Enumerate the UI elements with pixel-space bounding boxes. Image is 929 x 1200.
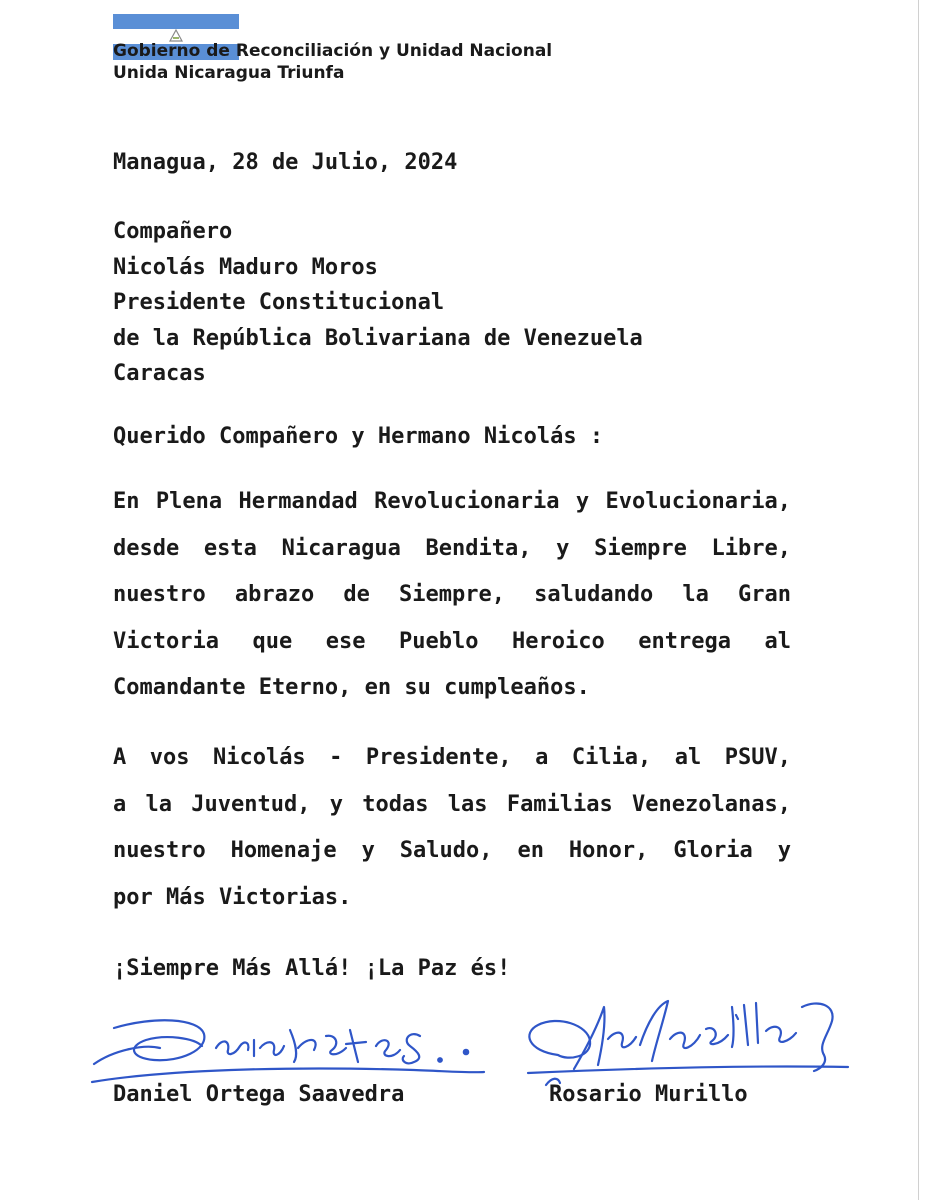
letter-date: Managua, 28 de Julio, 2024 [113, 150, 458, 175]
letter-paragraph-1 [113, 479, 791, 712]
letterhead-motto: Unida Nicaragua Triunfa [113, 63, 345, 83]
paragraph-line: En Plena Hermandad Revolucionaria y Evolucionaria, [113, 489, 791, 514]
letter-greeting: Querido Compañero y Hermano Nicolás : [113, 424, 604, 449]
paragraph-line: por Más Victorias. [113, 884, 352, 910]
paragraph-line: Victoria que ese Pueblo Heroico entrega al [113, 628, 791, 654]
recipient-city: Caracas [113, 361, 206, 386]
paragraph-line: nuestro abrazo de Siempre, saludando la Gran [113, 582, 791, 607]
letterhead [113, 40, 552, 84]
signer-name-2: Rosario Murillo [549, 1082, 748, 1107]
paragraph-line: Comandante Eterno, en su cumpleaños. [113, 675, 590, 700]
paragraph-line: a la Juventud, y todas las Familias Venezolanas, [113, 791, 791, 817]
letterhead-government: Gobierno de Reconciliación y Unidad Nacional [113, 41, 553, 61]
signature-daniel-ortega [84, 1000, 494, 1090]
paragraph-line: desde esta Nicaragua Bendita, y Siempre Libre, [113, 535, 791, 561]
signer-name-1: Daniel Ortega Saavedra [113, 1082, 405, 1107]
paragraph-line: nuestro Homenaje y Saludo, en Honor, Gloria y [113, 838, 791, 863]
paragraph-line: A vos Nicolás - Presidente, a Cilia, al PSUV, [113, 745, 791, 770]
page-edge [918, 0, 919, 1200]
recipient-block [113, 214, 643, 392]
letter-paragraph-2 [113, 735, 791, 921]
recipient-name: Nicolás Maduro Moros [113, 254, 378, 280]
recipient-salutation: Compañero [113, 219, 233, 244]
letter-closing: ¡Siempre Más Allá! ¡La Paz és! [113, 956, 511, 981]
signature-rosario-murillo [518, 985, 858, 1095]
recipient-title: Presidente Constitucional [113, 290, 445, 315]
recipient-country: de la República Bolivariana de Venezuela [113, 325, 643, 351]
